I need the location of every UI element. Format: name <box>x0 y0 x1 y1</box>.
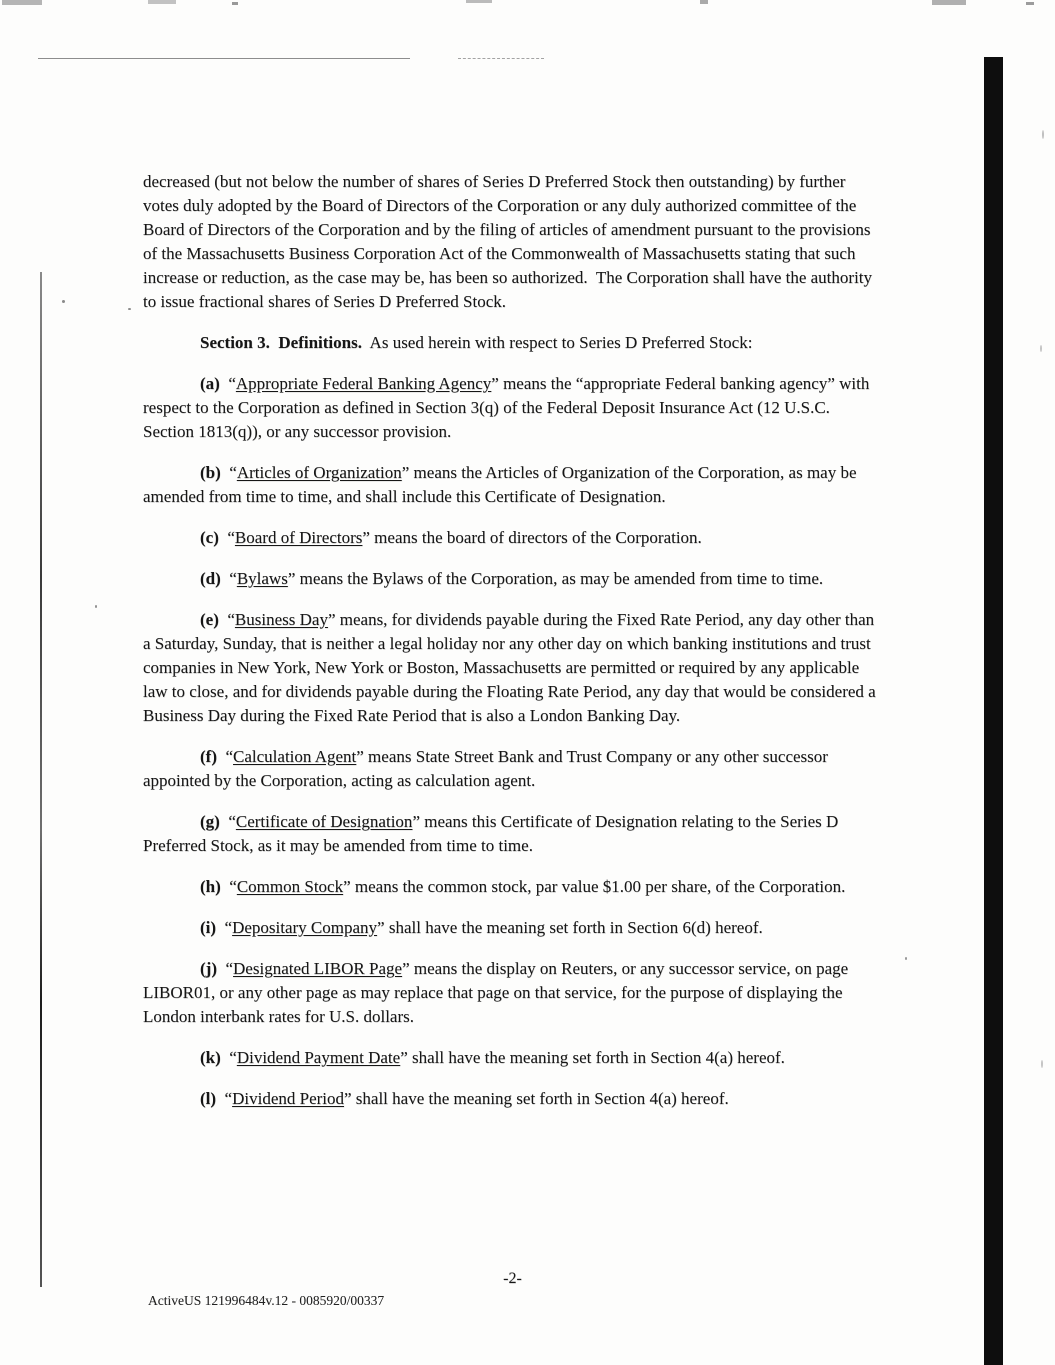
document-id-stamp: ActiveUS 121996484v.12 - 0085920/00337 <box>148 1293 385 1308</box>
top-rule-line <box>38 58 410 59</box>
definition-j <box>143 957 882 1029</box>
scan-speck <box>905 957 907 960</box>
scan-noise-mark <box>466 0 492 3</box>
scan-noise-mark <box>1026 2 1034 5</box>
scan-noise-mark <box>232 2 238 5</box>
text-run: ” means this Certificate of Designation relating to the Series D Preferred Stock, as it may be amended from time to time. <box>143 812 839 855</box>
text-run: Articles of Organization <box>236 463 402 482</box>
text-run: Dividend Payment Date <box>236 1048 401 1067</box>
scan-noise-mark <box>932 0 966 5</box>
text-run: ” means the Bylaws of the Corporation, as may be amended from time to time. <box>287 569 824 588</box>
text-run: “ <box>216 1089 233 1108</box>
text-run: Business Day <box>234 610 328 629</box>
text-run: ” means the common stock, par value $1.00 per share, of the Corporation. <box>343 877 846 896</box>
text-run: ” means State Street Bank and Trust Company or any other successor appointed by the Corporation, acting as calculation agent. <box>143 747 828 790</box>
text-run: (d) <box>200 569 221 588</box>
definition-f <box>143 745 882 793</box>
text-run: “ <box>220 877 237 896</box>
text-run: (b) <box>200 463 221 482</box>
text-run: Dividend Period <box>232 1089 344 1108</box>
scan-noise-mark <box>2 0 42 5</box>
text-run: ” means the board of directors of the Corporation. <box>362 528 702 547</box>
text-run: “ <box>220 569 237 588</box>
text-run: “ <box>220 463 237 482</box>
scan-noise-mark <box>148 0 176 4</box>
text-run: Board of Directors <box>234 528 363 547</box>
definition-c <box>143 526 882 550</box>
definition-i <box>143 916 882 940</box>
scan-speck <box>1042 130 1044 139</box>
text-run: (h) <box>200 877 221 896</box>
text-run: ” means the display on Reuters, or any successor service, on page LIBOR01, or any other page as may replace that page on that service, for the purpose of displaying the London interbank rates for U.S. dollars. <box>143 959 849 1026</box>
scan-binding-bar <box>984 57 1003 1365</box>
document-content <box>143 170 882 1128</box>
intro-paragraph <box>143 170 882 314</box>
text-run: As used herein with respect to Series D Preferred Stock: <box>361 333 753 352</box>
text-run: (c) <box>200 528 219 547</box>
text-run: “ <box>219 374 236 393</box>
text-run: “ <box>216 959 234 978</box>
definition-h <box>143 875 882 899</box>
text-run: ” shall have the meaning set forth in Section 6(d) hereof. <box>377 918 763 937</box>
scan-fold-line <box>40 272 42 1287</box>
definition-k <box>143 1046 882 1070</box>
definition-a <box>143 372 882 444</box>
text-run: “ <box>220 1048 237 1067</box>
text-run: (a) <box>200 374 220 393</box>
text-run: ” shall have the meaning set forth in Section 4(a) hereof. <box>400 1048 785 1067</box>
text-run: ” means the “appropriate Federal banking agency” with respect to the Corporation as defined in Section 3(q) of the Federal Deposit Insurance Act (12 U.S.C. Section 1813(q)), or any successor provision. <box>143 374 870 441</box>
text-run: Section 3. Definitions. <box>200 333 362 352</box>
text-run: (e) <box>200 610 219 629</box>
text-run: Calculation Agent <box>233 747 357 766</box>
page-number: -2- <box>503 1270 522 1287</box>
text-run: “ <box>216 918 233 937</box>
text-run: ” means the Articles of Organization of the Corporation, as may be amended from time to time, and shall include this Certificate of Designation. <box>143 463 857 506</box>
text-run: “ <box>218 610 235 629</box>
top-rule-dashes <box>458 58 544 59</box>
document-paragraphs <box>143 170 882 1111</box>
text-run: Common Stock <box>236 877 344 896</box>
text-run: Appropriate Federal Banking Agency <box>235 374 492 393</box>
text-run: ” shall have the meaning set forth in Section 4(a) hereof. <box>344 1089 729 1108</box>
definition-l <box>143 1087 882 1111</box>
text-run: Designated LIBOR Page <box>233 959 403 978</box>
definition-e <box>143 608 882 728</box>
definition-b <box>143 461 882 509</box>
section-3-heading <box>143 331 882 355</box>
text-run: “ <box>219 812 236 831</box>
text-run: (g) <box>200 812 220 831</box>
scan-speck <box>128 308 131 310</box>
text-run: “ <box>218 528 235 547</box>
text-run: Bylaws <box>236 569 288 588</box>
text-run: decreased (but not below the number of shares of Series D Preferred Stock then outstanding) by further votes duly adopted by the Board of Directors of the Corporation or any duly authorized committee of the Board of Directors of the Corporation and by the filing of articles of amendment pursuant to the provisions of the Massachusetts Business Corporation Act of the Commonwealth of Massachusetts stating that such increase or reduction, as the case may be, has been so authorized. The Corporation shall have the authority to issue fractional shares of Series D Preferred Stock. <box>143 172 873 311</box>
text-run: (i) <box>200 918 217 937</box>
scan-noise-mark <box>700 0 708 4</box>
text-run: Certificate of Designation <box>235 812 413 831</box>
scan-speck <box>62 300 65 303</box>
text-run: (k) <box>200 1048 221 1067</box>
scan-speck <box>95 605 97 608</box>
text-run: “ <box>216 747 234 766</box>
text-run: Depositary Company <box>232 918 378 937</box>
text-run: (j) <box>200 959 217 978</box>
scan-speck <box>1040 345 1042 352</box>
definition-g <box>143 810 882 858</box>
text-run: (l) <box>200 1089 217 1108</box>
definition-d <box>143 567 882 591</box>
text-run: (f) <box>200 747 217 766</box>
scan-speck <box>1041 1060 1043 1068</box>
text-run: ” means, for dividends payable during the Fixed Rate Period, any day other than a Saturday, Sunday, that is neither a legal holiday nor any other day on which banking institutions and trust companies in New York, New York or Boston, Massachusetts are permitted or required by any applicable law to close, and for dividends payable during the Floating Rate Period, any day that would be considered a Business Day during the Fixed Rate Period that is also a London Banking Day. <box>143 610 876 725</box>
